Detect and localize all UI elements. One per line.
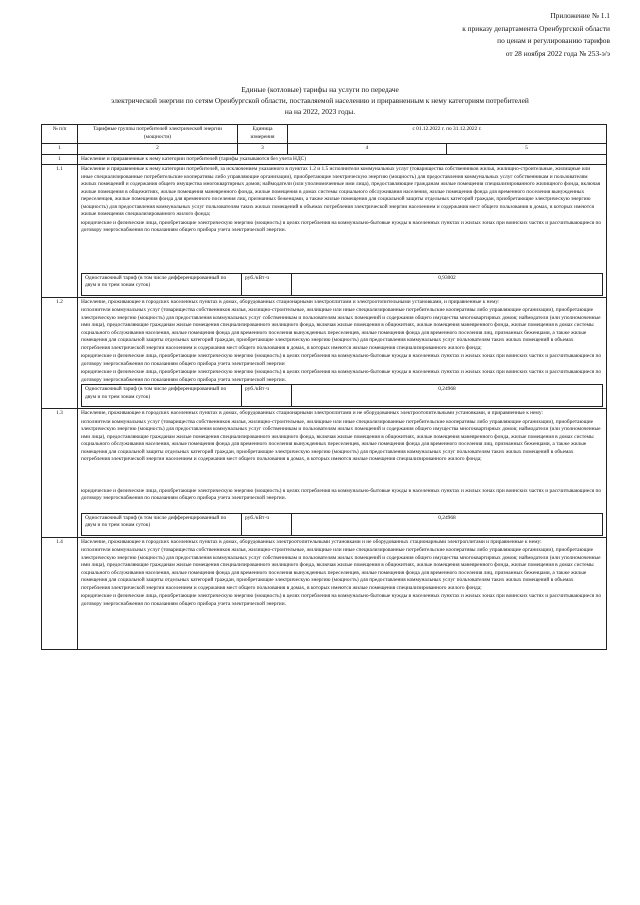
tariff-unit: руб./кВт·ч <box>242 513 292 535</box>
tariff-unit: руб./кВт·ч <box>242 385 292 407</box>
tariff-value: 0,24968 <box>292 513 603 535</box>
row-number: 1 <box>42 154 78 165</box>
row-number: 1.2 <box>42 297 78 409</box>
tariff-unit: руб./кВт·ч <box>242 273 292 295</box>
row-number: 1.1 <box>42 165 78 298</box>
row-paragraph: Население, проживающее в городских населенных пунктах в домах, оборудованных стационарными электроплитами и электроотопительными установками, и приравненные к нему: <box>81 298 500 305</box>
row-number: 1.4 <box>42 537 78 650</box>
row-paragraph: юридические и физические лица, приобретающие электрическую энергию (мощность) в целях потребления на коммунально-бытовые нужды в населенных пунктах и жилых зонах при воинских частях и рассчитывающиеся по договору энергоснабжения по показаниям общего прибора учета электрической энергии. <box>81 219 602 233</box>
row-paragraph: юридические и физические лица, приобретающие электрическую энергию (мощность) в целях потребления на коммунально-бытовые нужды в населенных пунктах и жилых зонах при воинских частях и рассчитывающиеся по договору энергоснабжения по показаниям общего прибора учета электрической энергии. <box>81 369 602 383</box>
row-description <box>78 297 607 409</box>
row-paragraph: исполнители коммунальных услуг (товарищества собственников жилья, жилищно-строительные, жилищные или иные специализированные потребительские кооперативы либо управляющие организации), приобретающие электрическую энергию (мощность) для предоставления коммунальных услуг собственникам и пользователям жилых помещений и содержания общего имущества многоквартирных домов; наймодатели (или уполномоченные ими лица), предоставляющие гражданам жилые помещения специализированного жилищного фонда, включая жилые помещения в общежитиях, жилые помещения маневренного фонда, жилые помещения в домах системы социального обслуживания населения, жилые помещения фонда для временного поселения вынужденных переселенцев, жилые помещения фонда для временного поселения лиц, признанных беженцами, а также жилые помещения для социальной защиты отдельных категорий граждан, приобретающие электрическую энергию (мощность) для предоставления коммунальных услуг пользователям таких жилых помещений в объемах потребления электрической энергии населением и содержания мест общего пользования в домах, в которых имеются жилые помещения специализированного жилого фонда; <box>81 307 601 351</box>
table-row <box>42 165 607 298</box>
tariff-subtable <box>81 513 603 536</box>
table-row <box>42 297 607 409</box>
tariff-label: Одноставочный тариф (в том числе дифференцированный по двум и по трем зонам суток) <box>82 385 242 407</box>
row-paragraph: исполнители коммунальных услуг (товарищества собственников жилья, жилищно-строительные, жилищные или иные специализированные потребительские кооперативы либо управляющие организации), приобретающие электрическую энергию (мощность) для предоставления коммунальных услуг собственникам и пользователям жилых помещений и содержания общего имущества многоквартирных домов; наймодатели (или уполномоченные ими лица), предоставляющие гражданам жилые помещения специализированного жилищного фонда, включая жилые помещения в общежитиях, жилые помещения маневренного фонда, жилые помещения в домах системы социального обслуживания населения, жилые помещения фонда для временного поселения вынужденных переселенцев, жилые помещения фонда для временного поселения лиц, признанных беженцами, а также жилые помещения для социальной защиты отдельных категорий граждан, приобретающие электрическую энергию (мощность) для предоставления коммунальных услуг пользователям таких жилых помещений в объемах потребления электрической энергии населением и содержания мест общего пользования в домах, в которых имеются жилые помещения специализированного жилого фонда; <box>81 418 601 462</box>
row-description <box>78 537 607 650</box>
tariff-value: 0,24968 <box>292 385 603 407</box>
table-row <box>42 537 607 650</box>
table-row <box>42 154 607 165</box>
table-row <box>42 409 607 538</box>
table-header-row <box>42 125 607 144</box>
appendix-header <box>280 10 610 60</box>
appendix-line-4: от 28 ноября 2022 года № 253-э/э <box>505 48 610 58</box>
tariff-subtable <box>81 384 603 407</box>
appendix-line-3: по ценам и регулированию тарифов <box>497 36 610 46</box>
header-index-2: 2 <box>78 144 238 155</box>
row-paragraph: Население и приравненные к нему категории потребителей, за исключением указанного в пунктах 1.2 и 1.5 исполнители коммунальных услуг (товарищества собственников жилья, жилищно-строительные, жилищные или иные специализированные потребительские кооперативы либо управляющие организации), приобретающие электрическую энергию (мощность) для предоставления коммунальных услуг собственникам и пользователям жилых помещений и содержания общего имущества многоквартирных домов; наймодатели (или уполномоченные ими лица), предоставляющие гражданам жилые помещения специализированного жилищного фонда, включая жилые помещения в общежитиях, жилые помещения маневренного фонда, жилые помещения в домах системы социального обслуживания населения, жилые помещения фонда для временного поселения вынужденных переселенцев, жилые помещения фонда для временного поселения лиц, признанных беженцами, а также жилые помещения для социальной защиты отдельных категорий граждан, приобретающие электрическую энергию (мощность) для предоставления коммунальных услуг пользователям таких жилых помещений в объемах потребления электрической энергии населением и содержания мест общего пользования в домах, в которых имеются жилые помещения специализированного жилого фонда; <box>81 166 601 217</box>
table-number-row <box>42 144 607 155</box>
tariff-value: 0,93002 <box>292 273 603 295</box>
header-index-5: 5 <box>447 144 607 155</box>
header-num: № п/п <box>42 125 78 144</box>
row-paragraph: юридические и физические лица, приобретающие электрическую энергию (мощность) в целях потребления на коммунально-бытовые нужды в населенных пунктах и жилых зонах при воинских частях и рассчитывающиеся по договору энергоснабжения по показаниям общего прибора учета электрической энергии. <box>81 593 602 607</box>
header-unit: Единица измерения <box>238 125 288 144</box>
document-title <box>40 84 600 117</box>
appendix-line-1: Приложение № 1.1 <box>550 11 610 20</box>
tariff-label: Одноставочный тариф (в том числе дифференцированный по двум и по трем зонам суток) <box>82 513 242 535</box>
title-line-3: на на 2022, 2023 годы. <box>284 107 356 116</box>
title-line-1: Единые (котловые) тарифы на услуги по передаче <box>241 85 399 94</box>
tariff-label: Одноставочный тариф (в том числе дифференцированный по двум и по трем зонам суток) <box>82 273 242 295</box>
header-index-1: 1 <box>42 144 78 155</box>
header-period: с 01.12.2022 г. по 31.12.2022 г. <box>288 125 607 144</box>
title-line-2: электрической энергии по сетям Оренбургской области, поставляемой населению и приравненным к нему категориям потребителей <box>111 96 529 105</box>
tariff-table <box>41 124 607 650</box>
appendix-line-2: к приказу департамента Оренбургской области <box>462 23 610 33</box>
row-text: Население и приравненные к нему категории потребителей (тарифы указываются без учета НДС) <box>78 154 607 165</box>
row-description <box>78 165 607 298</box>
tariff-subtable <box>81 273 603 296</box>
header-index-4: 4 <box>288 144 447 155</box>
row-paragraph: юридические и физические лица, приобретающие электрическую энергию (мощность) в целях потребления на коммунально-бытовые нужды в населенных пунктах и жилых зонах при воинских частях и рассчитывающиеся по договору энергоснабжения по показаниям общего прибора учета электрической энергии. <box>81 487 602 501</box>
row-paragraph: юридические и физические лица, приобретающие электрическую энергию (мощность) в целях потребления на коммунально-бытовые нужды в населенных пунктах и жилых зонах при воинских частях и рассчитывающиеся по договору энергоснабжения по показаниям общего прибора учета электрической энергии <box>81 353 602 367</box>
row-description <box>78 409 607 538</box>
header-groups: Тарифные группы потребителей электрической энергии (мощности) <box>78 125 238 144</box>
row-paragraph: исполнители коммунальных услуг (товарищества собственников жилья, жилищно-строительные, жилищные или иные специализированные потребительские кооперативы либо управляющие организации), приобретающие электрическую энергию (мощность) для предоставления коммунальных услуг собственникам и пользователям жилых помещений и содержания общего имущества многоквартирных домов; наймодатели (или уполномоченные ими лица), предоставляющие гражданам жилые помещения специализированного жилищного фонда, включая жилые помещения в общежитиях, жилые помещения маневренного фонда, жилые помещения в домах системы социального обслуживания населения, жилые помещения фонда для временного поселения вынужденных переселенцев, жилые помещения фонда для временного поселения лиц, признанных беженцами, а также жилые помещения для социальной защиты отдельных категорий граждан, приобретающие электрическую энергию (мощность) для предоставления коммунальных услуг пользователям таких жилых помещений в объемах потребления электрической энергии населением и содержания мест общего пользования в домах, в которых имеются жилые помещения специализированного жилого фонда; <box>81 547 601 591</box>
row-paragraph: Население, проживающее в городских населенных пунктах в домах, оборудованных стационарными электроплитами и не оборудованных электроотопительными установками, и приравненные к нему: <box>81 410 543 416</box>
row-paragraph: Население, проживающее в городских населенных пунктах в домах, оборудованных электроотопительными установками и не оборудованных стационарными электроплитами и приравненные к нему: <box>81 538 542 545</box>
header-index-3: 3 <box>238 144 288 155</box>
row-number: 1.3 <box>42 409 78 538</box>
